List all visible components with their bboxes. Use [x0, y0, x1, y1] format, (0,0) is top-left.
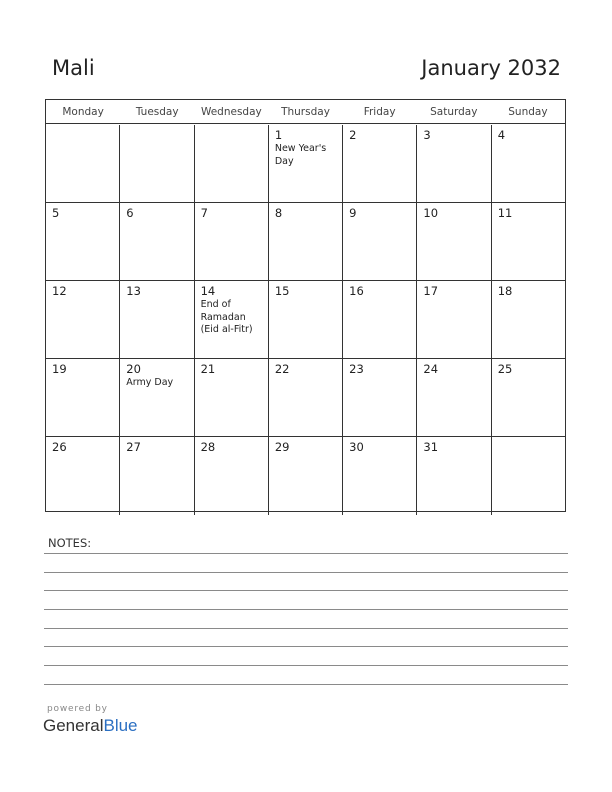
day-cell — [46, 125, 120, 202]
day-cell — [120, 125, 194, 202]
day-cell — [417, 203, 491, 280]
day-cell — [492, 437, 565, 515]
day-cell — [492, 125, 565, 202]
day-number: 31 — [423, 440, 439, 454]
day-cell — [492, 359, 565, 436]
day-cell — [269, 359, 343, 436]
powered-by-text: powered by — [47, 704, 108, 714]
weekday-header: Monday — [62, 106, 104, 118]
weekday-header: Friday — [363, 106, 396, 118]
weekday-header: Sunday — [508, 106, 548, 118]
week-row — [46, 125, 565, 203]
week-row — [46, 281, 565, 359]
day-cell — [492, 281, 565, 358]
day-cell — [120, 281, 194, 358]
day-cell — [120, 359, 194, 436]
brand-blue: Blue — [103, 716, 138, 735]
week-row — [46, 359, 565, 437]
day-cell — [417, 125, 491, 202]
month-year-title: January 2032 — [421, 56, 561, 80]
day-number: 24 — [423, 362, 439, 376]
day-cell — [269, 203, 343, 280]
day-number: 11 — [497, 206, 513, 220]
day-cell — [195, 125, 269, 202]
day-number: 25 — [497, 362, 513, 376]
day-cell — [343, 281, 417, 358]
day-number: 15 — [274, 284, 290, 298]
day-number: 10 — [423, 206, 439, 220]
holiday-label: Army Day — [126, 377, 174, 388]
holiday-label: New Year's Day — [274, 143, 327, 167]
day-number: 7 — [200, 206, 208, 220]
day-number: 27 — [126, 440, 141, 454]
day-number: 6 — [126, 206, 134, 220]
day-cell — [120, 437, 194, 515]
day-cell — [343, 359, 417, 436]
day-number: 3 — [423, 128, 431, 142]
note-line — [44, 646, 568, 647]
note-line — [44, 609, 568, 610]
day-number: 21 — [200, 362, 216, 376]
day-number: 20 — [126, 362, 141, 376]
day-cell — [417, 359, 491, 436]
day-number: 5 — [52, 206, 60, 220]
day-cell — [492, 203, 565, 280]
day-number: 12 — [52, 284, 67, 298]
holiday-label: End of Ramadan (Eid al-Fitr) — [200, 299, 253, 335]
week-row — [46, 203, 565, 281]
day-number: 19 — [52, 362, 67, 376]
weekday-header: Tuesday — [135, 106, 179, 118]
day-cell — [343, 437, 417, 515]
day-number: 29 — [274, 440, 290, 454]
note-line — [44, 684, 568, 685]
week-row — [46, 437, 565, 515]
weekday-header: Wednesday — [200, 106, 262, 118]
day-number: 14 — [200, 284, 216, 298]
day-cell — [195, 359, 269, 436]
brand-general: General — [43, 716, 104, 735]
day-cell — [343, 125, 417, 202]
day-number: 13 — [126, 284, 141, 298]
day-cell — [46, 359, 120, 436]
day-cell — [120, 203, 194, 280]
day-cell — [269, 281, 343, 358]
day-cell — [269, 125, 343, 202]
day-cell — [46, 203, 120, 280]
day-cell — [343, 203, 417, 280]
day-number: 26 — [52, 440, 67, 454]
notes-label: NOTES: — [48, 536, 92, 550]
day-cell — [46, 437, 120, 515]
day-number: 4 — [497, 128, 506, 142]
day-number: 2 — [349, 128, 357, 142]
note-line — [44, 553, 568, 554]
day-number: 23 — [349, 362, 364, 376]
day-number: 22 — [274, 362, 290, 376]
calendar-grid — [45, 99, 566, 512]
day-number: 30 — [349, 440, 364, 454]
day-cell — [46, 281, 120, 358]
note-line — [44, 628, 568, 629]
weekday-header: Saturday — [430, 106, 478, 118]
day-number: 1 — [274, 128, 283, 142]
weekday-header: Thursday — [281, 106, 330, 118]
day-cell — [417, 281, 491, 358]
day-number: 9 — [349, 206, 357, 220]
day-number: 17 — [423, 284, 439, 298]
note-line — [44, 665, 568, 666]
day-number: 18 — [497, 284, 513, 298]
day-number: 8 — [274, 206, 283, 220]
country-title: Mali — [52, 56, 95, 80]
note-line — [44, 572, 568, 573]
day-number: 28 — [200, 440, 216, 454]
day-number: 16 — [349, 284, 364, 298]
day-cell — [269, 437, 343, 515]
brand-logo[interactable] — [43, 716, 138, 736]
day-cell — [195, 281, 269, 358]
day-cell — [195, 437, 269, 515]
day-cell — [195, 203, 269, 280]
weekday-header-row — [46, 100, 565, 124]
note-line — [44, 590, 568, 591]
day-cell — [417, 437, 491, 515]
